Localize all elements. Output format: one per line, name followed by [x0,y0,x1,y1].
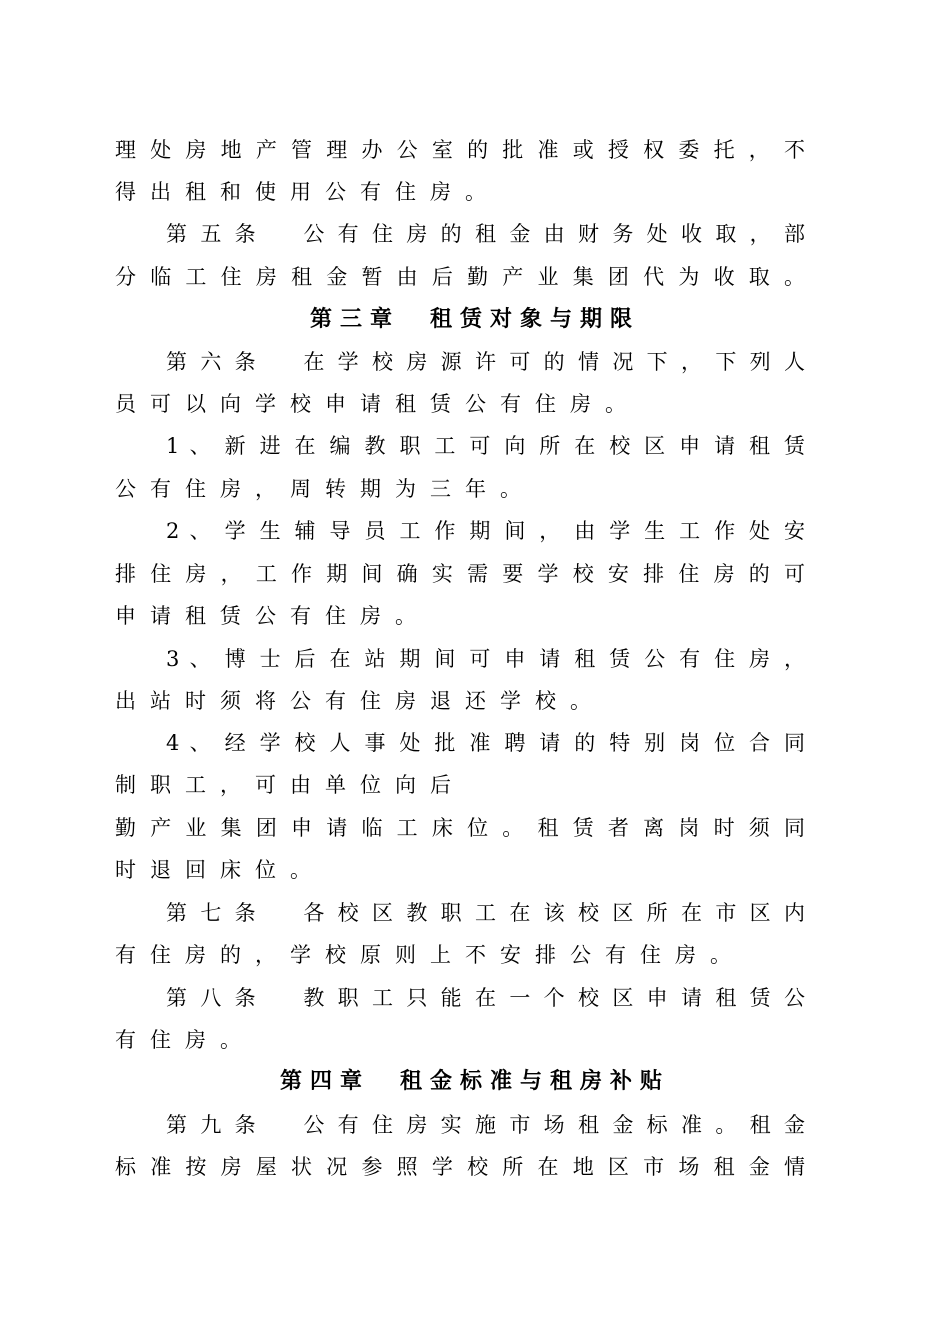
article-6-line: 第 六 条 在 学 校 房 源 许 可 的 情 况 下 ， 下 列 人 [166,350,805,374]
text-line: 分 临 工 住 房 租 金 暂 由 后 勤 产 业 集 团 代 为 收 取 。 [115,265,805,289]
article-5-line: 第 五 条 公 有 住 房 的 租 金 由 财 务 处 收 取 ， 部 [166,222,805,246]
text-line: 排 住 房 ， 工 作 期 间 确 实 需 要 学 校 安 排 住 房 的 可 [115,562,805,586]
list-item-3-line: 3 、 博 士 后 在 站 期 间 可 申 请 租 赁 公 有 住 房 ， [166,647,805,671]
article-8-line: 第 八 条 教 职 工 只 能 在 一 个 校 区 申 请 租 赁 公 [166,986,805,1010]
text-line: 理 处 房 地 产 管 理 办 公 室 的 批 准 或 授 权 委 托 ， 不 [115,138,805,162]
text-line: 标 准 按 房 屋 状 况 参 照 学 校 所 在 地 区 市 场 租 金 情 [115,1155,805,1179]
text-line: 时退回床位。 [115,858,325,882]
chapter-3-heading: 第三章 租赁对象与期限 [309,307,640,332]
text-line: 员可以向学校申请租赁公有住房。 [115,392,640,416]
list-item-2-line: 2 、 学 生 辅 导 员 工 作 期 间 ， 由 学 生 工 作 处 安 [166,519,805,543]
text-line: 有住房的，学校原则上不安排公有住房。 [115,943,745,967]
text-line: 得出租和使用公有住房。 [115,180,500,204]
chapter-4-heading: 第四章 租金标准与租房补贴 [279,1069,670,1094]
list-item-1-line: 1 、 新 进 在 编 教 职 工 可 向 所 在 校 区 申 请 租 赁 [166,434,805,458]
text-line: 申请租赁公有住房。 [115,604,430,628]
list-item-4-line: 4 、 经 学 校 人 事 处 批 准 聘 请 的 特 别 岗 位 合 同 [166,731,805,755]
text-line: 制职工，可由单位向后 [115,773,465,797]
text-line: 勤 产 业 集 团 申 请 临 工 床 位 。 租 赁 者 离 岗 时 须 同 [115,816,805,840]
text-line: 公有住房，周转期为三年。 [115,477,535,501]
text-line: 出站时须将公有住房退还学校。 [115,689,605,713]
text-line: 有住房。 [115,1028,255,1052]
article-9-line: 第 九 条 公 有 住 房 实 施 市 场 租 金 标 准 。 租 金 [166,1113,805,1137]
article-7-line: 第 七 条 各 校 区 教 职 工 在 该 校 区 所 在 市 区 内 [166,901,805,925]
